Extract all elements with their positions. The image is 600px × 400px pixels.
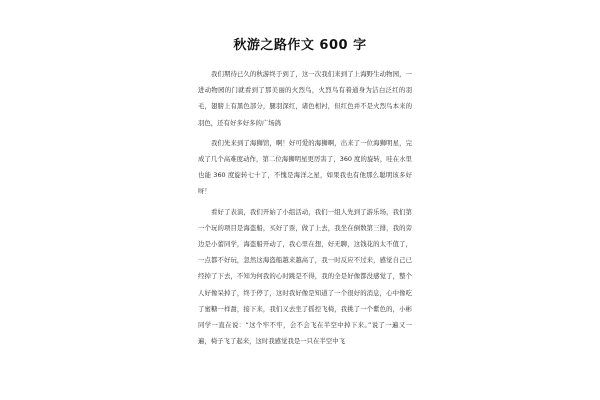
page-title: 秋游之路作文 600 字 bbox=[233, 38, 367, 53]
paragraph-2: 我们先来到了海狮馆，啊！好可爱的海狮啊，出来了一位海狮明星，完成了几个高难度动作，第二位海狮明星更厉害了，360 度的旋转，哇在水里也能 360 度旋转七十了，不愧是海洋之星，如果我也有他那么聪明该多好呀！ bbox=[198, 138, 412, 196]
paragraph-3: 看好了表演，我们开始了小组活动，我们一组人先到了游乐场，我们第一个玩的项目是海盗船，买好了票，做了上去，我坐在倒数第三排，我的旁边是小蕾同学，海盗船开动了，我心里在想，好无聊，这钱花的太不值了，一点都不好玩，忽然这海盗船越来越高了，我一时反应不过来，感觉自己已经掉了下去，不知为何我的心时跳是不得，我的全是好像都没感觉了，整个人好像呆掉了，终于停了，这时我好像是知道了一个很好的消息，心中像吃了蜜糖一样甜，接下来，我们又去坐了摇控飞椅，我挑了一个紫色的，小彬同学一直在说：“这个牢不牢，会不会飞在半空中掉下来。”说了一遍又一遍，椅子飞了起来，这时我感觉我是一只在半空中飞 bbox=[198, 207, 412, 346]
essay-body bbox=[198, 66, 412, 353]
paragraph-1: 我们期待已久的秋游终于到了，这一次我们来到了上海野生动物园，一进动物园的门就看到了那美丽的火烈鸟，火烈鸟有着通身为洁白泛红的羽毛，翅膀上有黑色部分，腿羽深红，诸色相衬，但红色并不是火烈鸟本来的羽色，还有好多好多的广场鸽 bbox=[198, 70, 412, 127]
